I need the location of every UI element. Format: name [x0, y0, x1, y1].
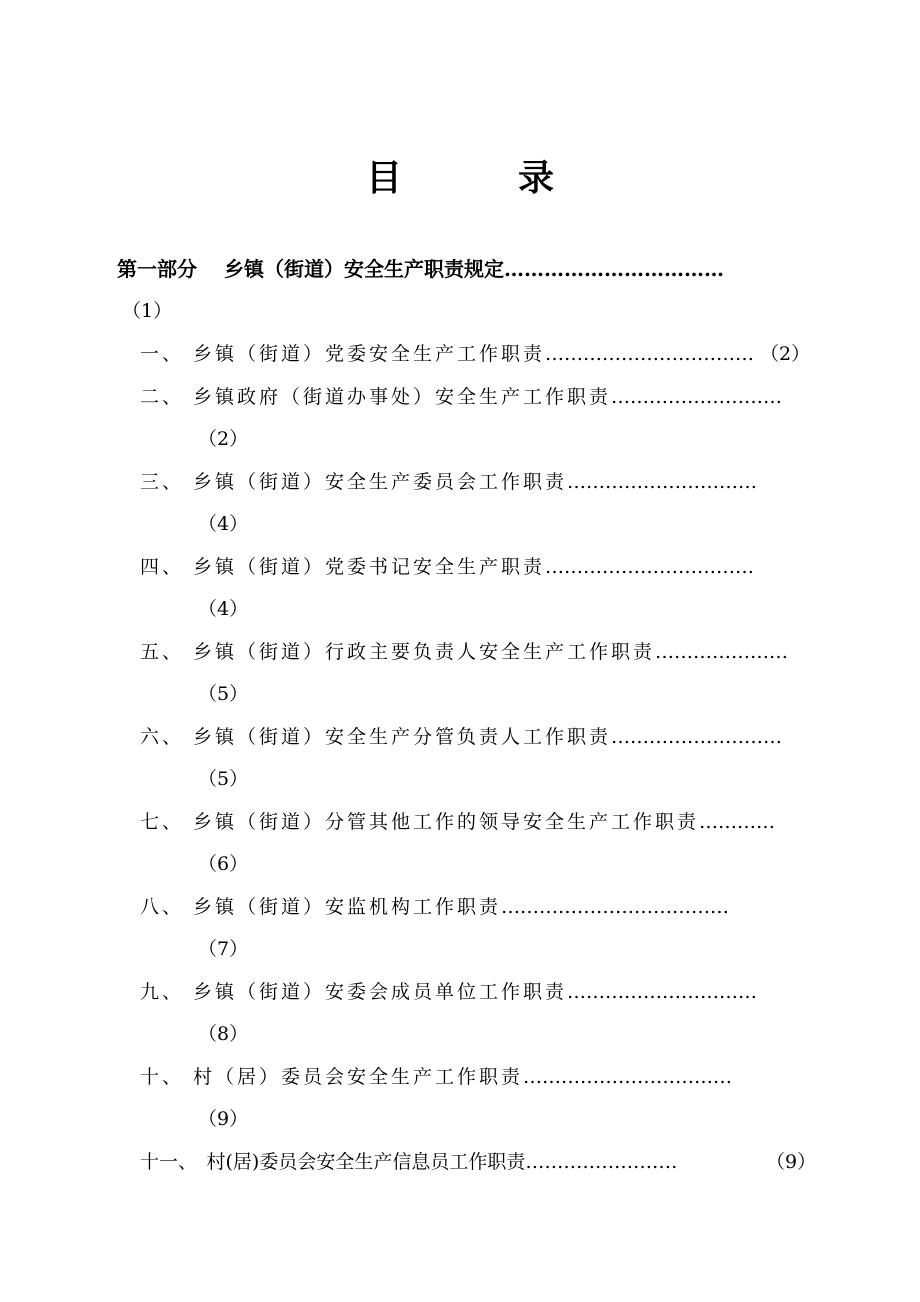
toc-entry-4[interactable] [140, 553, 754, 581]
toc-entry-4-page-number: （4） [198, 598, 249, 620]
toc-section-page-number: （1） [122, 300, 173, 322]
toc-entry-text: 三、 乡镇（街道）安全生产委员会工作职责 [140, 471, 568, 493]
toc-entry-10-page-number: （9） [198, 1108, 249, 1130]
toc-leader-dots: ……………………… [611, 726, 783, 748]
toc-entry-6[interactable] [140, 723, 782, 751]
toc-entry-text: 六、 乡镇（街道）安全生产分管负责人工作职责 [140, 726, 612, 748]
toc-entry-10[interactable] [140, 1063, 732, 1091]
toc-section-heading[interactable] [117, 255, 724, 283]
toc-entry-3-page-number: （4） [198, 513, 249, 535]
toc-entry-text: 十、 村（居）委员会安全生产工作职责 [140, 1066, 524, 1088]
toc-entry-1[interactable] [140, 340, 754, 368]
toc-entry-11-page-number: （9） [766, 1151, 817, 1173]
toc-leader-dots: ………… [699, 811, 776, 833]
toc-entry-6-page-number: （5） [198, 768, 249, 790]
toc-entry-8[interactable] [140, 893, 729, 921]
toc-entry-text: 十一、 村(居)委员会安全生产信息员工作职责 [140, 1151, 526, 1173]
toc-section-title: 第一部分 乡镇（街道）安全生产职责规定 [117, 257, 504, 281]
toc-leader-dots: …………………………… [523, 1066, 733, 1088]
toc-entry-2[interactable] [140, 383, 782, 411]
toc-entry-text: 七、 乡镇（街道）分管其他工作的领导安全生产工作职责 [140, 811, 700, 833]
toc-entry-9-page-number: （8） [198, 1023, 249, 1045]
toc-leader-dots: ………………… [655, 641, 789, 663]
toc-entry-5-page-number: （5） [198, 683, 249, 705]
toc-entry-3[interactable] [140, 468, 757, 496]
toc-entry-9[interactable] [140, 978, 757, 1006]
toc-leader-dots: …………………………… [545, 556, 755, 578]
toc-entry-7-page-number: （6） [198, 853, 249, 875]
toc-leader-dots: …………………… [525, 1151, 678, 1173]
toc-entry-2-page-number: （2） [198, 428, 249, 450]
toc-leader-dots: …………………………… [545, 343, 755, 365]
toc-leader-dots: ……………………………… [501, 896, 730, 918]
toc-entry-8-page-number: （7） [198, 938, 249, 960]
toc-entry-text: 八、 乡镇（街道）安监机构工作职责 [140, 896, 502, 918]
toc-entry-text: 五、 乡镇（街道）行政主要负责人安全生产工作职责 [140, 641, 656, 663]
toc-entry-text: 九、 乡镇（街道）安委会成员单位工作职责 [140, 981, 568, 1003]
toc-entry-text: 一、 乡镇（街道）党委安全生产工作职责 [140, 343, 546, 365]
toc-leader-dots: …………………………… [503, 257, 724, 281]
toc-leader-dots: ………………………… [567, 981, 758, 1003]
toc-entry-7[interactable] [140, 808, 775, 836]
toc-leader-dots: ………………………… [567, 471, 758, 493]
toc-entry-text: 二、 乡镇政府（街道办事处）安全生产工作职责 [140, 386, 612, 408]
toc-entry-11[interactable] [140, 1148, 677, 1176]
toc-entry-text: 四、 乡镇（街道）党委书记安全生产职责 [140, 556, 546, 578]
toc-entry-5[interactable] [140, 638, 788, 666]
page-title: 目 录 [365, 157, 594, 199]
toc-entry-1-page-number: （2） [760, 343, 811, 365]
toc-leader-dots: ……………………… [611, 386, 783, 408]
